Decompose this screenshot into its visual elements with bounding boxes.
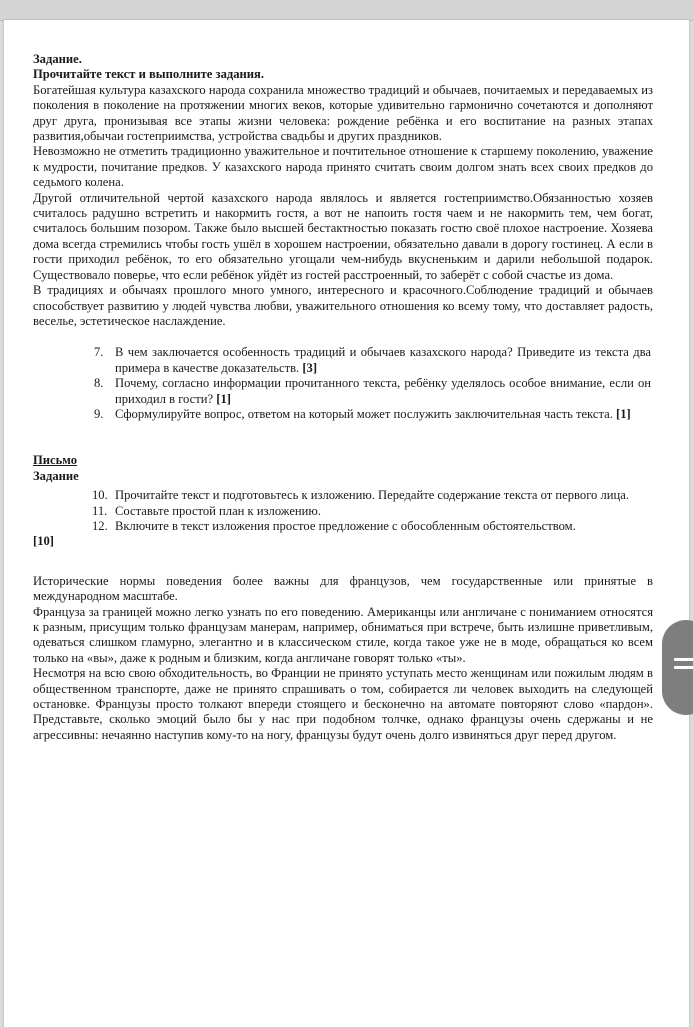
reading-paragraph-3: Другой отличительной чертой казахского народа являлось и является гостеприимство.Обязанностью хозяев считалось радушно встретить и накормить гостя, а вот не напоить гостя чаем и не накормить тем, чем богат, считалось большим позором. Также было высшей бестактностью показать гостю своё плохое настроение. Хозяева дома всегда стремились чтобы гость ушёл в хорошем настроении, обязательно давали в дорогу гостинец. А если в гости приходил ребёнок, то его обязательно угощали чем-нибудь вкусненьким и дарили небольшой подарок. Существовало поверье, что если ребёнок уйдёт из гостей расстроенный, то заберёт с собой счастье из дома. bbox=[33, 190, 653, 282]
top-bar bbox=[0, 0, 693, 21]
question-number: 7. bbox=[94, 345, 104, 360]
question-text: Почему, согласно информации прочитанного текста, ребёнку уделялось особое внимание, если он приходил в гости? bbox=[115, 376, 651, 406]
text2-paragraph-1: Исторические нормы поведения более важны для французов, чем государственные или принятые в международном масштабе. bbox=[33, 573, 653, 604]
task-text: Составьте простой план к изложению. bbox=[115, 503, 321, 518]
question-text: В чем заключается особенность традиций и обычаев казахского народа? Приведите из текста два примера в качестве доказательств. bbox=[115, 345, 651, 375]
question-points: [3] bbox=[302, 360, 318, 375]
question-item bbox=[33, 345, 653, 376]
writing-tasks-list bbox=[33, 488, 653, 534]
task-text: Прочитайте текст и подготовьтесь к изложению. Передайте содержание текста от первого лица. bbox=[115, 488, 630, 503]
reading-paragraph-1: Богатейшая культура казахского народа сохранила множество традиций и обычаев, почитаемых и передаваемых из поколения в поколение на протяжении многих веков, которые удивительно гармонично сочетаются и дополняют друг друга, пронизывая все этапы жизни человека: рождение ребёнка и его воспитание на разных этапах развития,обычаи гостеприимства, устройства свадьбы и других праздников. bbox=[33, 82, 653, 144]
task-instruction: Прочитайте текст и выполните задания. bbox=[33, 67, 265, 82]
questions-list bbox=[33, 345, 653, 422]
question-points: [1] bbox=[616, 406, 631, 421]
writing-points: [10] bbox=[33, 534, 54, 549]
writing-task-item bbox=[33, 519, 653, 534]
writing-task-item bbox=[33, 488, 653, 503]
question-points: [1] bbox=[216, 391, 231, 406]
reading-paragraph-4: В традициях и обычаях прошлого много умного, интересного и красочного.Соблюдение традиций и обычаев способствует развитию у людей чувства любви, уважительного отношения ко всему тому, что доставляет радость, веселье, эстетическое наслаждение. bbox=[33, 283, 653, 328]
task-number: 11. bbox=[92, 503, 108, 518]
task-text: Включите в текст изложения простое предложение с обособленным обстоятельством. bbox=[115, 518, 576, 533]
question-item bbox=[33, 376, 653, 407]
document-content bbox=[33, 52, 653, 743]
writing-title: Письмо bbox=[33, 453, 78, 468]
task-heading: Задание. bbox=[33, 52, 82, 66]
text2-paragraph-2: Француза за границей можно легко узнать по его поведению. Американцы или англичане с пониманием относятся к разным, присущим только французам манерам, например, обниматься при встрече, быть излишне приветливым, одеваться слишком гламурно, элегантно и в классическом стиле, когда такое уже не в моде, обращаться ко всем только на «вы», даже к родным и близким, когда англичане говорят только «ты». bbox=[33, 604, 653, 665]
writing-task-item bbox=[33, 504, 653, 519]
question-text: Сформулируйте вопрос, ответом на который может послужить заключительная часть текста. bbox=[115, 406, 613, 421]
text2-paragraph-3: Несмотря на всю свою обходительность, во Франции не принято уступать место женщинам или пожилым людям в общественном транспорте, даже не принято спрашивать о том, собирается ли человек выходить на следующей остановке. Французы просто толкают впереди стоящего и бесконечно на автомате повторяют слово «пардон». Представьте, сколько эмоций было бы у нас при подобном толчке, однако французы очень сдержаны и не агрессивны: нечаянно наступив кому-то на ногу, французы будут очень долго извиняться друг перед другом. bbox=[33, 666, 653, 742]
question-number: 8. bbox=[94, 376, 104, 391]
writing-subtitle: Задание bbox=[33, 468, 79, 483]
task-number: 10. bbox=[92, 488, 108, 503]
task-number: 12. bbox=[92, 518, 108, 533]
question-number: 9. bbox=[94, 406, 104, 421]
document-page bbox=[4, 20, 689, 1027]
floating-menu-button[interactable] bbox=[662, 620, 693, 715]
question-item bbox=[33, 407, 653, 422]
reading-paragraph-2: Невозможно не отметить традиционно уважительное и почтительное отношение к старшему поколению, уважение к мудрости, почитание предков. У казахского народа принято считать своим долгом знать всех своих предков до седьмого колена. bbox=[33, 144, 653, 190]
